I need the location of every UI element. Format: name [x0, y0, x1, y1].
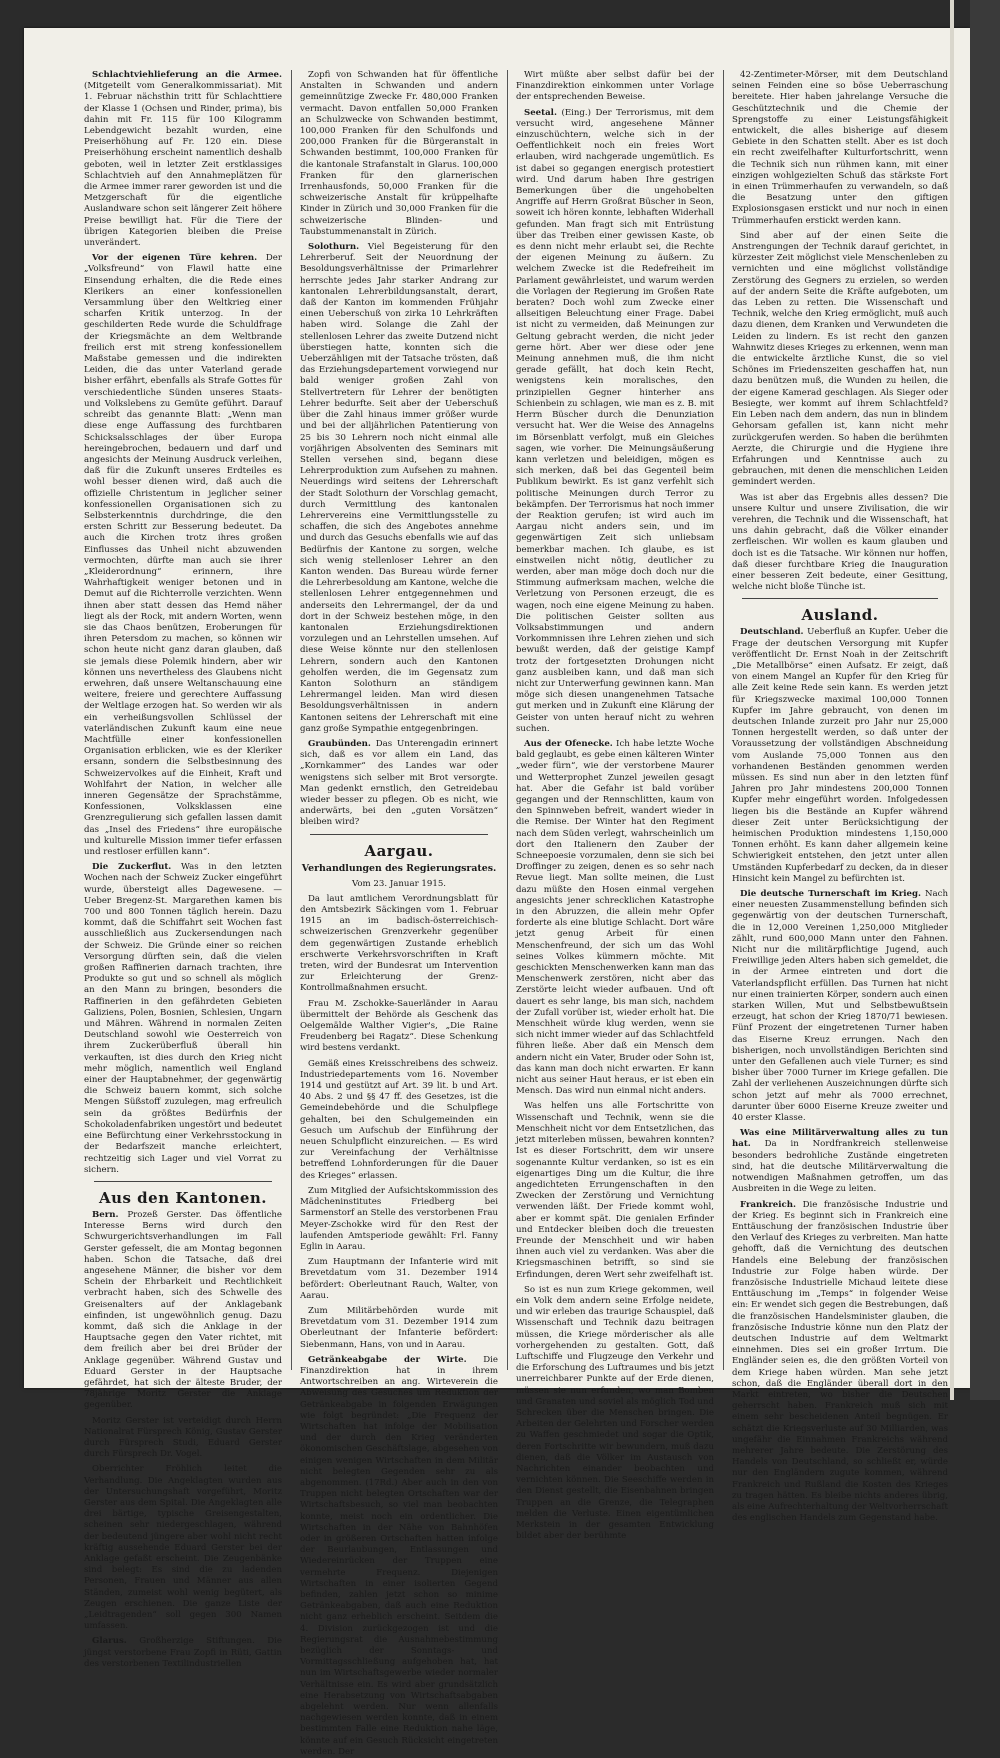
article-paragraph: [732, 70, 948, 227]
article-lead: Die Zuckerflut.: [92, 862, 172, 873]
article-paragraph: [84, 1636, 282, 1670]
article-lead: Graubünden.: [308, 738, 371, 749]
article-text: So ist es nun zum Kriege gekommen, weil ein Volk dem andern seine Erfolge neidete, und wir erleben das traurige Schauspiel, daß Wissenschaft und Technik dazu beitragen müssen, die Kriege mörderischer als alle vorhergehenden zu gestalten. Gott, daß Luftschiffe und Flugzeuge den Verkehr und die Erforschung des Luftraumes und bis jetzt unerreichbarer Punkte auf der Erde dienen, müssen sie nun erfunden, wo man Bomben und Granaten und soviel als möglich Tod und Schrecken über die Menschen bringen. Die Arbeiten der Gelehrten und Forscher werden zu Waffen geschmiedet und sogar die Optik, deren Fortschritte wir bewundern, muß dazu dienen, daß die Völker im Austausch von Nachrichten einander beobachten und vernichten können. Die Seeschiffe werden in den Dienst gestellt, die Eisenbahnen bringen Truppen an die Grenze, die Telegraphen melden die Verluste. Einen eigentümlichen Merkstein in der gesamten Entwicklung bildet aber der berühmte: [516, 1284, 714, 1542]
article-paragraph: [300, 1257, 498, 1302]
article-text: Wirt müßte aber selbst dafür bei der Finanzdirektion einkommen unter Vorlage der entsprechenden Beweise.: [516, 70, 714, 103]
article-lead: Was eine Militärverwaltung alles zu tun hat.: [732, 1128, 948, 1150]
column-1: [84, 70, 283, 1669]
article-paragraph: [516, 739, 714, 1098]
section-divider: [94, 1181, 272, 1182]
article-paragraph: [516, 1101, 714, 1280]
article-text: Zum Militärbehörden wurde mit Brevetdatum vom 31. Dezember 1914 zum Oberleutnant der Infanterie befördert: Siebenmann, Hans, von und in Aarau.: [300, 1305, 498, 1350]
article-paragraph: [300, 999, 498, 1055]
article-text: (Eing.) Der Terrorismus, mit dem versucht wird, angesehene Männer einzuschüchtern, welche sich in der Oeffentlichkeit noch ein freies Wort erlauben, wird nachgerade ungemütlich. Es ist dabei so gegangen energisch protestiert wird. Und darum haben Ihre gestrigen Bemerkungen über die ungehobelten Angriffe auf Herrn Großrat Büscher in Seon, soweit ich hören konnte, lebhaften Widerhall gefunden. Man fragt sich mit Entrüstung über das Treiben einer gewissen Kaste, ob es denn nicht mehr erlaubt sei, die Rechte der eigenen Meinung zu äußern. Zu welchem Zwecke ist die Redefreiheit im Parlament gewährleistet, und warum werden die Vorlagen der Regierung im Großen Rate beraten? Doch wohl zum Zwecke einer allseitigen Beleuchtung einer Frage. Dabei ist nicht zu vermeiden, daß Meinungen zur Geltung gebracht werden, die nicht jeder gerne hört. Aber wer diese oder jene Meinung annehmen muß, die ihm nicht gerade gefällt, hat doch kein Recht, wenigstens kein moralisches, den prinzipiellen Gegner hinterher ans Schienbein zu schlagen, wie man es z. B. mit Herrn Büscher durch die Denunziation versucht hat. Wer die Weise des Annagelns im Börsenblatt verfolgt, muß ein Gleiches sagen, wie vorher. Die Meinungsäußerung kann verletzen und beleidigen, mögen es sich merken, daß bei das Gegenteil beim Publikum bewirkt. Es ist ganz verfehlt sich politische Meinungen durch Terror zu bekämpfen. Der Terrorismus hat noch immer der Reaktion gerufen; ist wird auch im Aargau nicht anders sein, und im gegenwärtigen Zeit sich unliebsam bemerkbar machen. Ich glaube, es ist einstweilen nicht nötig, deutlicher zu werden, aber man möge doch doch nur die Stimmung aufmerksam machen, welche die Verletzung von Personen erzeugt, die es wagen, noch eine eigene Meinung zu haben. Die politischen Geister sollten aus Volksabstimmungen und andern Vorkommnissen ihre Lehren ziehen und sich bewußt werden, daß der geistige Kampf trotz der fortgesetzten Drohungen nicht ganz ausbleiben kann, und daß man sich nicht zur Unterwerfung gewinnen kann. Man möge sich diesen unangenehmen Tatsache gut merken und in Zukunft eine Klärung der Geister von unten herauf nicht zu wehren suchen.: [516, 107, 714, 734]
article-text: Ich habe letzte Woche bald geglaubt, es gebe einen kälteren Winter „weder fürn“, wie der verstorbene Maurer und Wetterprophet Zunzel jeweilen gesagt hat. Aber die Gefahr ist bald vorüber gegangen und der Rennschlitten, kaum von den Spinnweben befreit, wandert wieder in die Remise. Der Winter hat den Regiment nach dem Süden verlegt, wahrscheinlich um dort den Italienern den Zauber der Schneepoesie vorzumalen, denn sie sich bei Droffinger zu zeigen, denen es so sehr nach Revue liegt. Man sollte meinen, die Lust dazu müßte den Hosen einmal vergehen angesichts jener schrecklichen Katastrophe in den Abruzzen, die allein mehr Opfer forderte als eine blutige Schlacht. Dort wäre jetzt genug Arbeit für einen Menschenfreund, der sich um das Wohl seines Volkes kümmern möchte. Mit geschickten Menschenwerken kann man das Menschenwerk zerstören, nicht aber das Zerstörte leicht wieder aufbauen. Und oft dauert es sehr lange, bis man sich, nachdem der Zufall vorüber ist, wieder erholt hat. Die Menschheit würde klug werden, wenn sie sich nicht immer wieder auf das Schlachtfeld führen ließe. Aber daß ein Mensch dem andern nicht ein Vater, Bruder oder Sohn ist, das kann man doch nicht erwarten. Er kann nicht aus seiner Haut heraus, er ist eben ein Mensch. Das wird nun einmal nicht anders.: [516, 738, 714, 1097]
article-text: Was in den letzten Wochen nach der Schweiz Zucker eingeführt wurde, übersteigt alles Dagewesene. — Ueber Bregenz-St. Margarethen kamen bis 700 und 800 Tonnen täglich herein. Dazu kommt, daß die Schiffahrt seit Wochen fast ausschließlich aus Zuckersendungen nach der Schweiz. Die Gründe einer so reichen Versorgung dürften sein, daß die vielen großen Raffinerien darnach trachten, ihre Produkte so gut und so schnell als möglich an den Mann zu bringen, besonders die Raffinerien in den gefährdeten Gebieten Galiziens, Polen, Bosnien, Schlesien, Ungarn und Mähren. Während in normalen Zeiten Deutschland sowohl wie Oesterreich von ihrem Zuckerüberfluß überall hin verkauften, ist dies durch den Krieg nicht mehr möglich, namentlich weil England einer der Hauptabnehmer, der gegenwärtig die Schweiz bauern kommt, sich solche Mengen Süßstoff zuzulegen, mag erfreulich sein da größtes Bedürfnis der Schokoladenfabriken ungestört und bedeutet eine Befürchtung einer Verkehrsstockung in der Bedarfszeit manche erleichtert, rechtzeitig sich Lager und viel Vorrat zu sichern.: [84, 862, 283, 1175]
article-lead: Bern.: [92, 1209, 119, 1220]
article-text: (Mitgeteilt vom Generalkommissariat). Mit 1. Februar nächsthin tritt für Schlachttiere der Klasse 1 (Ochsen und Rinder, prima), bis dahin mit Fr. 115 für 100 Kilogramm Lebendgewicht bezahlt wurden, eine Preiserhöhung auf Fr. 120 ein. Diese Preiserhöhung erscheint namentlich deshalb geboten, weil in letzter Zeit erstklassiges Schlachtvieh auf den Annahmeplätzen für die Armee immer rarer geworden ist und die Metzgerschaft für die eigentliche Auslandware schon seit längerer Zeit höhere Preise bewilligt hat. Für die Tiere der übrigen Kategorien bleiben die Preise unverändert.: [84, 81, 282, 249]
column-rule: [291, 70, 292, 1370]
article-text: 42-Zentimeter-Mörser, mit dem Deutschland seinen Feinden eine so böse Ueberraschung bereitete. Hier haben jahrelange Versuche die Geschütztechnik und die Chemie der Sprengstoffe zu einer Leistungsfähigkeit entwickelt, die alles bisherige auf diesem Gebiete in den Schatten stellt. Aber es ist doch ein recht zweifelhafter Kulturfortschritt, wenn die Technik sich nun rühmen kann, mit einer einzigen wohlgezielten Schuß das stärkste Fort in einen Trümmerhaufen zu verwandeln, so daß die Besatzung unter den giftigen Explosionsgasen erstickt und nur noch in einen Trümmerhaufen erstickt werden kann.: [732, 70, 948, 226]
article-lead: Schlachtviehlieferung an die Armee.: [92, 70, 282, 80]
article-lead: Solothurn.: [308, 242, 360, 253]
column-3: [516, 70, 714, 1542]
article-paragraph: [732, 1200, 948, 1525]
article-text: Was helfen uns alle Fortschritte von Wissenschaft und Technik, wenn sie die Menschheit nicht vor dem Entsetzlichen, das jetzt miterleben müssen, bewahren konnten? Ist es dieser Fortschritt, dem wir unsere sogenannte Kultur verdanken, so ist es ein eigenartiges Ding um die Kultur, die ihre angedichteten Errungenschaften in den Zwecken der Zerstörung und Vernichtung verwenden läßt. Der Friede kommt wohl, aber er kommt spät. Die genialen Erfinder und Entdecker bleiben doch die treuesten Freunde der Menschheit und wir haben ihnen auch viel zu verdanken. Was aber die Kriegsmaschinen betrifft, so sind sie Erfindungen, deren Wert sehr zweifelhaft ist.: [516, 1101, 714, 1280]
article-text: Da in Nordfrankreich stellenweise besonders bedrohliche Zustände eingetreten sind, hat die deutsche Militärverwaltung die notwendigen Maßnahmen getroffen, um das Ausbreiten in die Wege zu leiten.: [732, 1139, 948, 1195]
article-paragraph: [732, 1128, 948, 1195]
article-lead: Aus der Ofenecke.: [524, 738, 613, 749]
article-text: Da laut amtlichem Verordnungsblatt für den Amtsbezirk Säckingen vom 1. Februar 1915 an im badisch-österreichisch-schweizerischen Grenzverkehr gegenüber dem gegenwärtigen Zustande erheblich erschwerte Verkehrsvorschriften in Kraft treten, wird der Bundesrat um Intervention zur Erleichterung der Grenz-Kontrollmaßnahmen ersucht.: [300, 893, 498, 994]
article-lead: Getränkeabgabe der Wirte.: [308, 1354, 467, 1365]
article-paragraph: [516, 70, 714, 104]
article-lead: Glarus.: [92, 1636, 127, 1647]
article-paragraph: [84, 1416, 282, 1461]
article-text: Nach einer neuesten Zusammenstellung befinden sich gegenwärtig von der deutschen Turnerschaft, die in 12,000 Vereinen 1,250,000 Mitglieder zählt, rund 600,000 Mann unter den Fahnen. Nicht nur die militärpflichtige Jugend, auch Freiwillige jeden Alters haben sich gemeldet, die in der Armee eintreten und dort die Vaterlandspflicht erfüllen. Das Turnen hat nicht nur einen trainierten Körper, sondern auch einen starken Willen, Mut und Selbstbewußtsein erzeugt, hat schon der Krieg 1870/71 bewiesen. Fünf Prozent der eingetretenen Turner haben das Eiserne Kreuz errungen. Nach den bisherigen, noch unvollständigen Berichten sind unter den Gefallenen auch viele Turner; es sind bisher über 7000 Turner im Kriege gefallen. Die Zahl der verliehenen Auszeichnungen dürfte sich schon jetzt auf mehr als 7000 errechnet, darunter über 6000 Eiserne Kreuze zweiter und 40 erster Klasse.: [732, 889, 949, 1124]
article-text: Das Unterengadin erinnert sich, daß es vor allem ein Land, das „Kornkammer“ des Landes war oder wenigstens sich selber mit Brot versorgte. Man gedenkt ernstlich, den Getreidebau wieder besser zu pflegen. Ob es nicht, wie anderwärts, bei den „guten Vorsätzen“ bleiben wird?: [300, 738, 498, 828]
article-text: Moritz Gerster ist verteidigt durch Herrn Nationalrat Fürsprech König, Gustav Gerster durch Fürsprech Studi, Eduard Gerster durch Fürsprech Dr. Vogel.: [84, 1415, 282, 1460]
article-text: Frau M. Zschokke-Sauerländer in Aarau übermittelt der Behörde als Geschenk das Oelgemälde Walther Vigier's, „Die Raine Freudenberg bei Ragatz“. Diese Schenkung wird bestens verdankt.: [300, 998, 498, 1054]
article-paragraph: [300, 739, 498, 829]
section-heading: Aus den Kantonen.: [98, 1188, 268, 1207]
article-text: Großherzige Stiftungen. Die jüngst verstorbene Frau Zopfi in Rüti, Gattin des verstorbenen Textilindustriellen: [84, 1636, 282, 1669]
date-line: Vom 23. Januar 1915.: [351, 878, 447, 889]
article-text: Oberrichter Fröhlich leitet die Verhandlung. Die Angeklagten wurden aus der Untersuchungshaft vorgeführt, Moritz Gerster aus dem Spital. Die Angeklagten alle drei bärtige, typische Greisengestalten, scheinen sehr niedergeschlagen, während der bedeutend jüngere aber wohl nicht recht kräftig aussehende Eduard Gerster bei der Anklage gefaßt erscheint. Die Zeugenbänke sind belegt: Es sind die zu ladenden Personen, Frauen und Männer aus allen Ständen, zumeist wohl wenig begütert, als Zeugen erschienen. Die ganze Liste der „Leidtragenden“ soll gegen 300 Namen umfassen.: [84, 1464, 282, 1632]
article-text: Ueberfluß an Kupfer. Ueber die Frage der deutschen Versorgung mit Kupfer veröffentlicht Dr. Ernst Noah in der Zeitschrift „Die Metallbörse“ einen Aufsatz. Er zeigt, daß von einem Mangel an Kupfer für den Krieg für alle Zeit keine Rede sein kann. Es werden jetzt für Kriegszwecke maximal 100,000 Tonnen Kupfer im Jahre gebraucht, von denen im deutschen Inlande zurzeit pro Jahr nur 25,000 Tonnen hergestellt werden, so daß unter der Voraussetzung der vollständigen Abschneidung vom Auslande 75,000 Tonnen aus den vorhandenen Beständen genommen werden müssen. Es sind nun aber in den letzten fünf Jahren pro Jahr mindestens 200,000 Tonnen Kupfer mehr eingeführt worden. Infolgedessen liegen bis die Bestände an Kupfer während dieser Zeit unter Berücksichtigung der heimischen Produktion mindestens 1,150,000 Tonnen erhöht. Es kann daher allgemein keine Schwierigkeit entstehen, den jetzt unter allen Umständen Kupferbedarf zu decken, da in dieser Hinsicht kein Mangel zu befürchten ist.: [732, 627, 949, 884]
article-text: Was ist aber das Ergebnis alles dessen? Die unsere Kultur und unsere Zivilisation, die wir verehren, die Technik und die Wissenschaft, hat uns dahin gebracht, daß die Völker einander zerfleischen. Wir wollen es kaum glauben und doch ist es die Tatsache. Wir können nur hoffen, daß dieser furchtbare Krieg die Inauguration einer besseren Zeit bedeute, einer Gesittung, welche nicht bloße Tünche ist.: [732, 492, 948, 593]
article-paragraph: [516, 1285, 714, 1543]
column-rule: [507, 70, 508, 1370]
section-divider: [742, 598, 938, 599]
subsection-heading: Verhandlungen des Regierungsrates.: [301, 862, 497, 874]
article-text: Gemäß eines Kreisschreibens des schweiz. Industriedepartements vom 16. November 1914 und gestützt auf Art. 39 lit. b und Art. 40 Abs. 2 und §§ 47 ff. des Gesetzes, ist die Gemeindebehörde und die Schulpflege gehalten, bei den Schulgemeinden ein Gesuch um Aufschub der Einführung der neuen Schulpflicht einzureichen. — Es wird zur Vereinfachung der Verhältnisse betreffend Lohnforderungen für die Dauer des Krieges“ erlassen.: [300, 1058, 498, 1181]
article-paragraph: [300, 242, 498, 735]
article-paragraph: [732, 889, 948, 1124]
article-lead: Frankreich.: [740, 1199, 796, 1210]
article-text: Viel Begeisterung für den Lehrerberuf. Seit der Neuordnung der Besoldungsverhältnisse der Primarlehrer herrschte jedes Jahr starker Andrang zur kantonalen Lehrerbildungsanstalt, derart, daß der Kanton im kommenden Frühjahr einen Ueberschuß von zirka 10 Lehrkräften haben wird. Solange die Zahl der stellenlosen Lehrer das zweite Dutzend nicht überstiegen hatte, konnten sich die Ueberzähligen mit der Tatsache trösten, daß das Erziehungsdepartement vorwiegend nur bald weniger großen Zahl von Stellvertretern für Lehrer der benötigten Lehrer bedurfte. Seit aber der Ueberschuß über die Zahl hinaus immer größer wurde und bei der alljährlichen Patentierung von 25 bis 30 Lehrern noch nicht einmal alle vorjährigen Absolventen des Seminars mit Stellen versehen sind, begann diese Lehrerproduktion zum Aufsehen zu mahnen. Neuerdings wird seitens der Lehrerschaft der Stadt Solothurn der Vorschlag gemacht, durch Vermittlung des kantonalen Lehrervereins eine Vermittlungsstelle zu schaffen, die sich des Angebotes annehme und durch das Gesuchs ebenfalls wie auf das Bedürfnis der Kantone zu sorgen, welche sich wenig stellenloser Lehrer an den Kanton wenden. Das Bureau würde ferner die Lehrerbesoldung am Kantone, welche die stellenlosen Lehrer entgegennehmen und anderseits den Lehrermangel, der da und dort in der Schweiz bestehen möge, in den kantonalen Erziehungsdirektionen vorzulegen und an Lehrstellen umsehen. Auf diese Weise könnte nur den stellenlosen Lehrern, sondern auch den Kantonen geholfen werden, die im Gegensatz zum Kanton Solothurn an ständigem Lehrermangel leiden. Man wird diesen Besoldungsverhältnissen in andern Kantonen seitens der Lehrerschaft mit eine ganz große Sympathie entgegenbringen.: [300, 242, 498, 734]
newspaper-page: [24, 28, 970, 1757]
article-paragraph: [732, 231, 948, 489]
article-paragraph: [300, 1059, 498, 1182]
article-paragraph: [300, 1306, 498, 1351]
column-rule: [723, 70, 724, 1370]
article-paragraph: [516, 108, 714, 735]
article-paragraph: [300, 1355, 498, 1758]
article-lead: Vor der eigenen Türe kehren.: [92, 253, 258, 264]
article-paragraph: [84, 70, 282, 249]
article-text: Zum Hauptmann der Infanterie wird mit Brevetdatum vom 31. Dezember 1914 befördert: Oberleutnant Rauch, Walter, von Aarau.: [300, 1257, 498, 1301]
article-text: Prozeß Gerster. Das öffentliche Interesse Berns wird durch den Schwurgerichtsverhandlungen im Fall Gerster gefesselt, die am Montag begonnen haben. Schon die Tatsache, daß drei angesehene Männer, die bisher vor dem Schein der Ehrbarkeit und Rechtlichkeit verbracht haben, sich des Schwelle des Greisenalters auf der Anklagebank einfinden, ist ungewöhnlich genug. Dazu kommt, daß sich die Anklage in der Hauptsache gegen den Vater richtet, mit dem freilich aber bei drei Brüder der Anklage gegenüber. Während Gustav und Eduard Gerster in der Hauptsache gefährdet, hat sich der älteste Bruder, der 78jährige Moritz Gerster die Anklage gegenüber.: [84, 1209, 282, 1411]
article-text: Der „Volksfreund“ von Flawil hatte eine Einsendung erhalten, die die Rede eines Klerikers an einer konfessionellen Versammlung über den Weltkrieg einer scharfen Kritik unterzog. In der geschilderten Rede wurde die Schuldfrage der Kriegsmächte an dem Weltbrande freilich erst mit streng konfessionellem Maßstabe gemessen und die indirekten Leiden, die das unter Vaterland gerade bisher erfährt, ebenfalls als Strafe Gottes für verschiedentliche Sünden unseres Staats- und Volkslebens zu Gemüte geführt. Darauf schreibt das genannte Blatt: „Wenn man diese enge Auffassung des furchtbaren Schicksalsschlages der über Europa hereingebrochen, bedauern und darf und angesichts der Meinung Ausdruck verleihen, daß für die Zukunft unseres Erdteiles es wohl besser dienen wird, daß auch die offizielle Christentum in jeglicher seiner konfessionellen Organisationen sich zu Selbsterkenntnis durchdringe, die den ersten Schritt zur Besserung bedeutet. Da auch die Kirchen trotz ihres großen Einflusses das Unheil nicht abzuwenden vermochten, dürfte man auch sie ihrer „Kleiderordnung“ erinnern, ihre Wahrhaftigkeit weniger betonen und in Demut auf die Richterrolle verzichten. Wenn ihnen aber statt dessen das Hemd näher liegt als der Rock, mit andern Worten, wenn sie das Chaos benützen, Eroberungen für ihren Petersdom zu machen, so können wir schon heute nicht ganz daran glauben, daß sie jemals diese Polemik hindern, aber wir können uns nevertheless des Glaubens nicht erwehren, daß unsere Weltanschauung eine weitere, freiere und gerechtere Auffassung der Weltlage erzogen hat. So werden wir als ein verheißungsvollen Schlüssel der vaterländischen Zukunft kaum eine neue Machtfülle einer konfessionellen Organisation erblicken, wie es der Kleriker ersann, sondern die Selbstbesinnung des Schweizervolkes auf die Einheit, Kraft und Wohlfahrt der Nation, in welcher alle inneren Gegensätze der Sprachstämme, Konfessionen, Volksklassen eine Grenzregulierung sich gefallen lassen damit das „Insel des Friedens“ ihre europäische und kulturelle Mission immer tiefer erfassen und restloser erfüllen kann“.: [84, 253, 282, 858]
article-paragraph: [84, 1210, 282, 1412]
article-text: Zopfi von Schwanden hat für öffentliche Anstalten in Schwanden und andern gemeinnützige Zwecke Fr. 480,000 Franken vermacht. Davon entfallen 50,000 Franken an Schulzwecke von Schwanden bestimmt, 100,000 Franken für den Schulfonds und 200,000 Franken für die Bürgeranstalt in Schwanden bestimmt, 100,000 Franken für die kantonale Strafanstalt in Glarus. 100,000 Franken für den glarnerischen Irrenhausfonds, 50,000 Franken für die schweizerische Anstalt für krüppelhafte Kinder in Zürich und 30,000 Franken für die schweizerische Blinden- und Taubstummenanstalt in Zürich.: [300, 70, 498, 237]
article-lead: Seetal.: [524, 107, 557, 118]
scan-background-edge: [970, 0, 1000, 1400]
section-heading: Aargau.: [364, 841, 434, 860]
column-2: [300, 70, 499, 1757]
article-text: Zum Mitglied der Aufsichtskommission des Mädcheninstitutes Friedberg bei Sarmenstorf an Stelle des verstorbenen Frau Meyer-Zschokke wird für den Rest der laufenden Amtsperiode gewählt: Frl. Fanny Eglin in Aarau.: [300, 1185, 498, 1252]
section-heading: Ausland.: [801, 606, 879, 625]
article-paragraph: [300, 894, 498, 995]
article-paragraph: [300, 1186, 498, 1253]
article-text: Die französische Industrie und der Krieg. Es beginnt sich in Frankreich eine Enttäuschung der französischen Industrie über den Verlauf des Krieges zu verbreiten. Man hatte gehofft, daß die Vernichtung des deutschen Handels eine Belebung der französischen Industrie zur Folge haben würde. Der französische Industrielle Michaud leitete diese Enttäuschung im „Temps“ in folgender Weise ein: Er wendet sich gegen die Bestrebungen, daß die französischen Handelsminister glauben, die französische Industrie könne nun den Platz der deutschen Industrie auf dem Weltmarkt einnehmen. Dies sei ein großer Irrtum. Die Engländer seien es, die den größten Vorteil von dem Kriege haben würden. Man sehe jetzt schon, daß die Engländer überall dort in den Markt eintreten, wo bisher die Deutschen geherrscht haben. Frankreich muß sich mit einem sehr bescheidenen Anteil begnügen. Er schätzt die Kriegsverluste auf 30 Milliarden, was ungefähr die Einnahmen Frankreichs während mehrerer Jahre bedeute. Die Zerstörung des Handels von Deutschland, so schließt er, würde nur den Engländern zugute kommen, während Frankreich und Rußland die Kosten des Krieges zu tragen hätten. Es bleibe nichts anderes übrig, als eine Aufrechterhaltung der Weltvorherrschaft des englischen Handels zum Gegenstand habe.: [732, 1199, 948, 1524]
article-text: Die Finanzdirektion hat in ihrem Antwortschreiben an ang. Wirteverein die Abweisung des Gesuches um Reduktion der Getränkeabgabe in folgenden Erwägungen wie folgt begründet: „Die Frequenz der Wirtschaften hat infolge der Mobilisation und der durch den Krieg veränderten ökonomischen Geschäftslage, abgesehen von einigen wenigen Wirtschaften in dem Militär nicht belegten Gegenden sehr zu als abgenommen. (17Rd.) Aber auch in den von Truppen nicht belegten Ortschaften war der Wirtschaftsbesuch, so viel man beobachten konnte, meist noch ein ordentlicher. Die Wirtschaften in der Nähe von Bahnhöfen oder in größeren Ortschaften hatten infolge der Beurlaubungen, Entlassungen und Wiedereinrücken der Truppen eine vermehrte Frequenz. Diejenigen Wirtschaften in einer isolierten Gegend befinden, zahlen jetzt schon so minime Getränkeabgaben, daß auch eine Reduktion nicht ganz erheblich erscheint. Seitdem die 4. Division zurückgezogen ist und die Regierungsrat die Ausnahmebestimmung bezüglich der Sonntags- und Vormittagsschließung aufgehoben hat, hat nun im Wirtschaftsgewerbe wieder normaler Verhältnisse ein. Es wird aber grundsätzlich eine Herabsetzung von Wirtschaftsabgaben abgelehnt werden. Nur wenn allenfalls nachgewiesen werden konnte, daß in einem bestimmten Falle eine Reduktion nahe läge, könnte auf ein Gesuch Rücksicht eingetreten werden. Der: [300, 1354, 499, 1757]
article-paragraph: [732, 627, 948, 885]
section-divider: [310, 834, 488, 835]
article-paragraph: [84, 1464, 282, 1632]
article-paragraph: [84, 862, 282, 1176]
sheet-edge: [950, 0, 954, 1400]
article-lead: Die deutsche Turnerschaft im Krieg.: [740, 889, 921, 900]
article-paragraph: [732, 493, 948, 594]
column-4: [732, 70, 949, 1524]
article-text: Sind aber auf der einen Seite die Anstrengungen der Technik darauf gerichtet, in kürzester Zeit möglichst viele Menschenleben zu vernichten und eine möglichst vollständige Zerstörung des Gegners zu erzielen, so werden auf der andern Seite die Kräfte aufgeboten, um das Leben zu retten. Die Wissenschaft und Technik, welche den Krieg ermöglicht, muß auch dazu dienen, dem Kranken und Verwundeten die Leiden zu lindern. Es ist recht den ganzen Wahnwitz dieses Krieges zu erkennen, wenn man die entwickelte ärztliche Kunst, die so viel Schönes im Friedenszeiten geschaffen hat, nun dazu benützen muß, die Wunden zu heilen, die der eigene Kamerad geschlagen. Als Sieger oder Besiegte, wer kommt auf ihrem Schlachtfeld? Ein Leben nach dem andern, das nun in blindem Gehorsam gefallen ist, kann nicht mehr zurückgerufen werden. So haben die berühmten Aerzte, die Chirurgie und die Hygiene ihre Erfahrungen und Kenntnisse auch zu gebrauchen, mit denen die menschlichen Leiden gemindert werden.: [732, 230, 948, 488]
article-paragraph: [84, 253, 282, 858]
article-paragraph: [300, 70, 498, 238]
article-lead: Deutschland.: [740, 627, 804, 638]
columns-container: [84, 70, 954, 1757]
